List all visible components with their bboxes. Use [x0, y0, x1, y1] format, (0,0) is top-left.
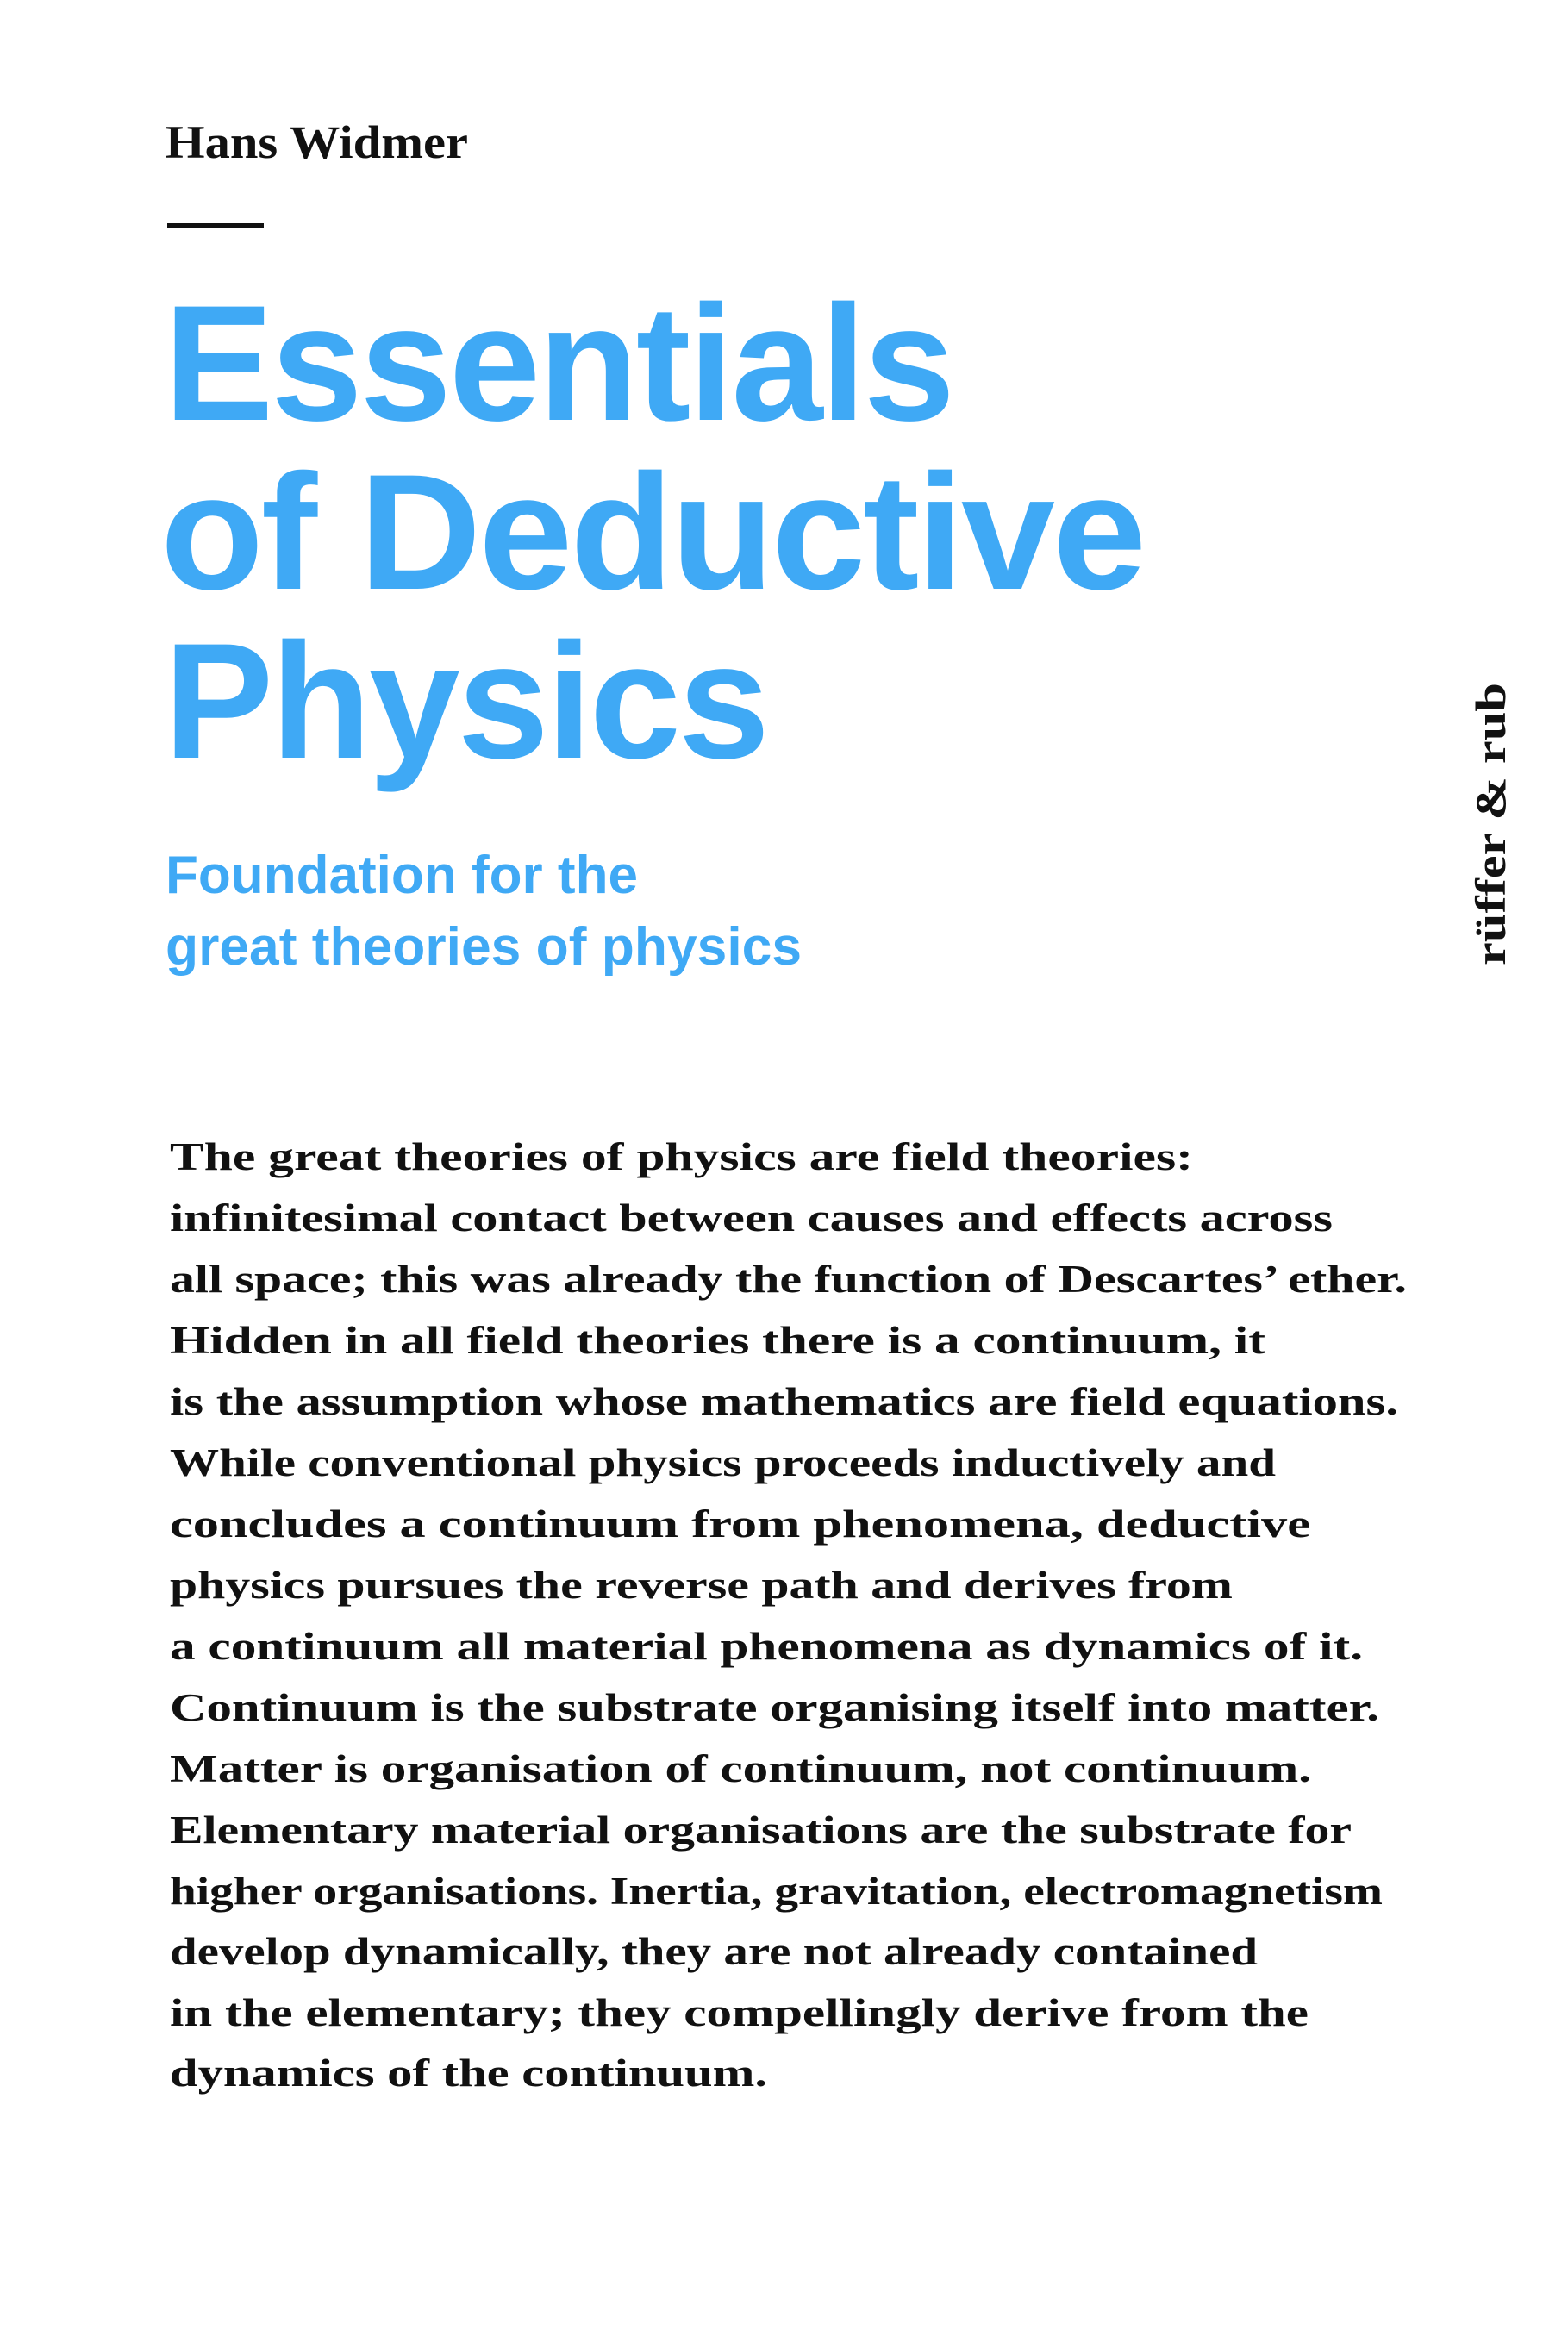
publisher-name: rüffer & rub — [1466, 683, 1515, 965]
blurb-line: in the elementary; they compellingly derive from the — [170, 1991, 1309, 2034]
title-line: of Deductive — [160, 440, 1145, 624]
subtitle-line: great theories of physics — [166, 917, 803, 977]
title-line: Physics — [164, 609, 767, 793]
author-name: Hans Widmer — [166, 116, 469, 168]
blurb-line: Hidden in all field theories there is a continuum, it — [170, 1319, 1266, 1362]
blurb-line: is the assumption whose mathematics are field equations. — [170, 1380, 1398, 1423]
blurb-line: higher organisations. Inertia, gravitation, electromagnetism — [170, 1870, 1384, 1913]
title-line: Essentials — [164, 272, 953, 455]
blurb-line: a continuum all material phenomena as dynamics of it. — [170, 1625, 1364, 1668]
blurb-line: Elementary material organisations are the substrate for — [170, 1808, 1352, 1852]
subtitle-line: Foundation for the — [166, 846, 639, 905]
blurb-line: While conventional physics proceeds inductively and — [170, 1441, 1276, 1484]
blurb-line: Continuum is the substrate organising itself into matter. — [170, 1686, 1380, 1729]
blurb-line: The great theories of physics are field theories: — [170, 1135, 1194, 1178]
blurb-line: infinitesimal contact between causes and effects across — [170, 1196, 1333, 1240]
divider-rule — [167, 223, 264, 228]
blurb-line: Matter is organisation of continuum, not continuum. — [170, 1747, 1312, 1790]
blurb-line: all space; this was already the function of Descartes’ ether. — [170, 1258, 1407, 1301]
blurb-line: develop dynamically, they are not already contained — [170, 1930, 1259, 1973]
blurb-line: concludes a continuum from phenomena, deductive — [170, 1502, 1311, 1546]
blurb-line: dynamics of the continuum. — [170, 2052, 768, 2095]
blurb-line: physics pursues the reverse path and derives from — [170, 1564, 1233, 1607]
